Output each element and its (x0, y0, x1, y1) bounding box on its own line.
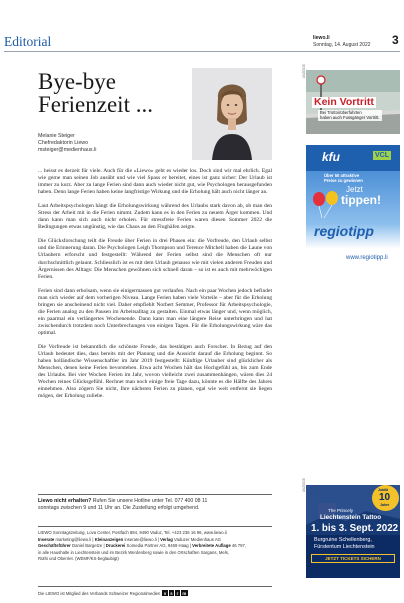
imprint-value: inserate@liewo.li | (123, 536, 161, 542)
headline (38, 70, 178, 116)
author-photo (192, 68, 272, 160)
membership-text: Die LIEWO ist Mitglied des Verbands Schweizer Regionalmedien (38, 590, 161, 596)
footer-divider (38, 494, 272, 495)
article-paragraph: ... heisst es derzeit für viele. Auch für die «Liewo» geht es wieder los. Doch sind wir mal ehrlich. Egal wie gerne man seinen Job ausübt und wie viel Spass er bereitet, eines ist ganz sicher: Der Urlaub ist immer zu kurz. Aber zu lange Ferien sind dann auch wieder nicht gut, wie Psychologen herausgefunden haben. Denn lange Ferien haben keine langfristige Wirkung und die Erholung hält auch nicht länger an. (38, 168, 272, 196)
imprint-address: LIEWO Sonntagszeitung, Lova Center, Postfach 884, 9490 Vaduz, Tel. +423 236 16 96, www.liewo.li (38, 530, 227, 535)
headline-line-1: Bye-bye (38, 69, 116, 94)
imprint-value: Somedia Partner AG, 9469 Haag | (125, 543, 193, 549)
ad2-tippen: tippen! (341, 193, 381, 207)
hotline-hours: sonntags zwischen 9 und 11 Uhr an. Die Zustellung erfolgt umgehend. (38, 505, 200, 511)
imprint-label: Kleinanzeigen (94, 536, 124, 542)
badge-top-text: Jubilä (378, 488, 389, 492)
vsrm-logo (162, 590, 187, 596)
ad3-dates: 1. bis 3. Sept. 2022 (311, 523, 399, 534)
tickets-button[interactable]: JETZT TICKETS SICHERN (311, 554, 395, 563)
imprint-value: Daniel Bargetze | (70, 543, 106, 549)
vsrm-letter: m (182, 590, 187, 596)
ad2-tagline-line: Über 50 attraktive (324, 173, 360, 178)
ad-liechtenstein-tattoo[interactable] (306, 485, 400, 578)
article-paragraph: Die Vorfreude ist bekanntlich die schönste Freude, das bestätigen auch Forscher. In Bezug auf den Urlaub bedeutet dies, dass bereits mit der Planung und die Aussicht darauf die Erholung beginnt. So haben holländische Wissenschaftler im Jahr 2019 festgestellt: Künftige Urlauber sind glücklicher als Menschen, denen keine Ferien bevorstehen. Etwa acht Wochen hält das Hochgefühl an, bis zum Ende des Urlaubs. Bei vier Wochen Ferien im Jahr, wovon vielleicht zwei zusammenhängen, wären dies 24 Wochen reines Glücksgefühl. Rechnet man noch einige freie Tage dazu, könnte es die Hälfte des Jahres einnehmen. Also zögern Sie nicht, Ihre nächsten Ferien zu planen, egal wie weit entfernt sie liegen mögen, der Erholung zuliebe. (38, 343, 272, 400)
imprint-value: Vaduzer Medienhaus AG (172, 536, 221, 542)
article-body (38, 168, 272, 407)
vcl-logo: VCL (375, 152, 389, 159)
regiotipp-logo: regiotipp (314, 223, 374, 239)
ad2-tagline (324, 173, 363, 183)
headline-line-2: Ferienzeit ... (38, 92, 153, 117)
imprint (38, 530, 272, 563)
page-number: 3 (392, 33, 399, 47)
page-header (0, 0, 404, 60)
imprint-label: Geschäftsführer (38, 543, 71, 549)
imprint-label: Verbreitete Auflage (192, 543, 231, 549)
footer-divider (38, 586, 272, 587)
imprint-value: marketing@liewo.li | (54, 536, 95, 542)
imprint-label: Druckerei (105, 543, 126, 549)
vsrm-letter: r (176, 590, 179, 596)
ad3-venue (314, 537, 375, 550)
ad3-venue-line: Burgruine Schellenberg, (314, 537, 372, 543)
ad1-copy-line: Bei Trottoirüberfahrten (320, 110, 362, 115)
imprint-label: Verlag (160, 536, 173, 542)
badge-number: 10 (379, 492, 391, 503)
vsrm-letter: v (163, 590, 167, 596)
ad2-jetzt: Jetzt (346, 185, 363, 194)
ad-label: ANZEIGE (302, 478, 306, 492)
membership-note (38, 590, 272, 596)
ad-label: ANZEIGE (302, 64, 306, 78)
imprint-certification: Rüthi und Oberriet. (WEMF/KS-beglaubigt) (38, 556, 119, 562)
issue-date: Sonntag, 14. August 2022 (313, 41, 371, 48)
delivery-hotline (38, 498, 272, 512)
brand-name: liewo.li (313, 35, 330, 41)
article-paragraph: Die Glücksforschung teilt die Freude über Ferien in drei Phasen ein: die Vorfreude, den Urlaub selbst und die Erinnerung daran. Die Psychologen Leigh Thompson und Terence Mitchell haben die Laune von Urlaubern erforscht und festgestellt: Während der Ferien selbst sind die Menschen oft nur durchschnittlich gelaunt. Schliesslich ist es mit dem Urlaub genauso wie mit vielen anderen Freuden und Ärgernissen des Alltags: Die Menschen gewöhnen sich schnell daran – so ist es auch mit mehrwöchigen Ferien. (38, 238, 272, 280)
section-title: Editorial (4, 34, 52, 49)
author-name: Melanie Steiger (38, 133, 75, 139)
ad3-prefix: The Princely (328, 508, 354, 513)
article-paragraph: Ferien sind dann erholsam, wenn sie einigermassen gut verlaufen. Nach ein paar Wochen jedoch befindet man sich wieder auf dem vorherigen Niveau. Lange Ferien haben viele Vorteile – aber für die Erholung bringen sie anscheinend nicht viel. Daher empfiehlt Norbert Semmer, Professor für Arbeitspsychologie, die Ferien analog zu den Pausen im Arbeitsalltag zu gestalten. Einmal etwas länger und, wenn möglich, ein paarmal ein verlängertes Wochenende. Dann kann man eine längere Reise unterbringen und hat zwischendurch trotzdem noch Unterbrechungen von einigen Tagen. Für die Erholungswirkung wäre das optimal. (38, 287, 272, 336)
kfu-logo: kfu (322, 150, 340, 164)
author-byline (38, 133, 96, 155)
vsrm-letter: s (170, 590, 173, 596)
ad-kein-vortritt[interactable] (306, 70, 400, 134)
author-portrait-illustration (192, 68, 272, 160)
masthead-meta (313, 35, 371, 48)
author-role: Chefredaktorin Liewo (38, 140, 89, 147)
hotline-text: Rufen Sie unsere Hotline unter Tel. 077 400 08 11 (91, 498, 208, 504)
footer-divider (38, 526, 272, 527)
ad-regiotipp[interactable] (306, 145, 400, 268)
imprint-value: 46 797, (230, 543, 247, 549)
author-email[interactable]: msteiger@medienhaus.li (38, 147, 97, 154)
imprint-distribution: in alle Haushalte in Liechtenstein und im Bezirk Werdenberg sowie in den Ortschaften Sargans, Mels, (38, 549, 230, 555)
header-divider (4, 51, 400, 52)
balloons-icon (310, 189, 344, 219)
hotline-title: Liewo nicht erhalten? (38, 498, 92, 504)
article-paragraph: Laut Arbeitspsychologen hängt die Erholungswirkung während des Urlaubs stark davon ab, ob man den Stress der Arbeit mit in die Ferien nimmt. Zudem kann es in den Ferien zu neuem Ärger kommen. Und dann kann man sich auch nicht erholen. Für stressfreie Ferien waren diesen Sommer 2022 die Bedingungen etwas ungünstig, wie das Chaos an den Flughäfen zeigte. (38, 203, 272, 231)
imprint-management (38, 543, 272, 550)
ad1-copy (318, 110, 382, 121)
regiotipp-url[interactable]: www.regiotipp.li (346, 255, 388, 261)
badge-bottom-text: Jahre (380, 503, 390, 507)
imprint-label: Inserate (38, 536, 55, 542)
ad1-title: Kein Vortritt (314, 96, 374, 108)
ad3-venue-line: Fürstentum Liechtenstein (314, 543, 375, 550)
ad2-tagline-line: Preise zu gewinnen (324, 178, 363, 183)
ad1-copy-line: haben auch Fussgänger Vortritt. (320, 115, 380, 121)
ad3-event: Liechtenstein Tattoo (320, 514, 382, 521)
